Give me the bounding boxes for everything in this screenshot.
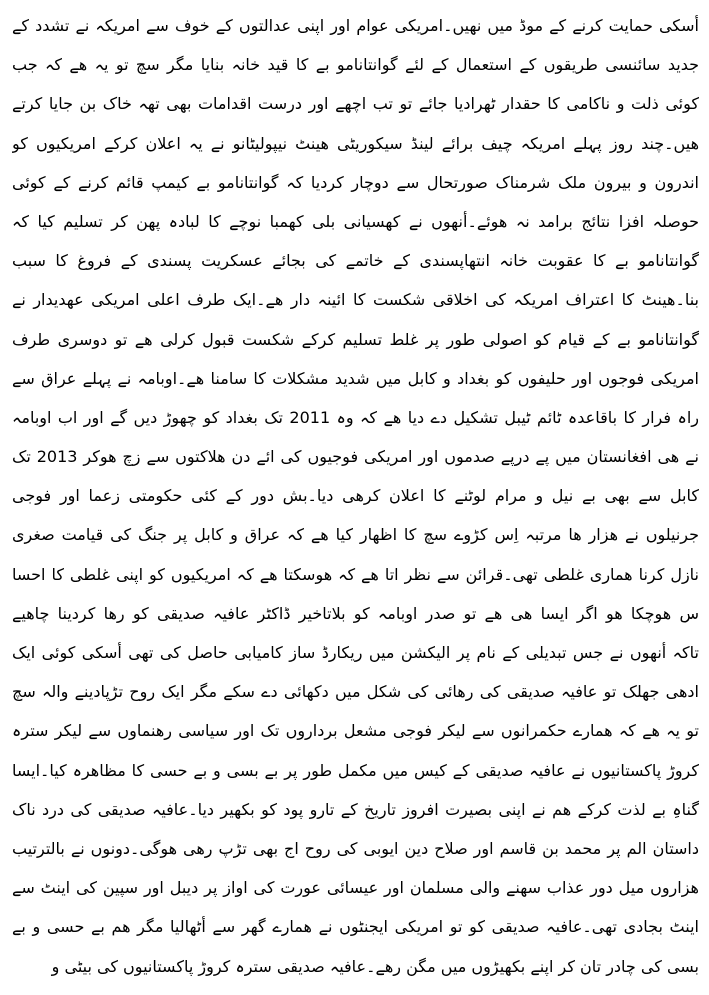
article-text: [12, 6, 699, 986]
text-line: س ھوچکا ھو اگر ایسا ھی ھے تو صدر اوبامہ کو بلاتاخیر ڈاکٹر عافیہ صدیقی کو رھا کردینا چاھیے: [12, 603, 699, 623]
text-line: کوئی ذلت و ناکامی کا حقدار ٹھرادیا جائے تو تب اچھے اور درست اقدامات بھی تھہ خاک بن جایا کرتے: [12, 94, 699, 114]
text-line: تو یہ ھے کہ ھمارے حکمرانوں سے لیکر فوجی مشعل برداروں تک اور سیاسی رھنماوں سے لیکر سترہ: [12, 721, 699, 741]
text-line: داستان الم پر محمد بن قاسم اور صلاح دین ایوبی کی روح اج بھی تڑپ رھی ھوگی۔دونوں نے بالترتیب: [12, 838, 699, 858]
text-line: أسکی حمایت کرنے کے موڈ میں نھیں۔امریکی عوام اور اپنی عدالتوں کے خوف سے امریکہ نے تشدد کے: [12, 16, 699, 35]
text-line: راہ فرار کا باقاعدہ ٹائم ٹیبل تشکیل دے دیا ھے کہ وہ 2011 تک بغداد کو چھوڑ دیں گے اور اب اوبامہ: [12, 407, 699, 427]
text-line: حوصلہ افزا نتائج برامد نہ ھوئے۔أنھوں نے کھسیانی بلی کھمبا نوچے کا لبادہ پھن کر تسلیم کیا کہ: [12, 211, 699, 231]
text-line: ھزاروں میل دور عذاب سھنے والی مسلمان اور عیسائی عورت کی اواز پر دیبل اور سپین کی اینٹ سے: [12, 878, 699, 898]
text-line: گناہِ بے لذت کرکے ھم نے اپنی بصیرت افروز تاریخ کے تارو پود کو بکھیر دیا۔عافیہ صدیقی کی درد ناک: [12, 799, 699, 819]
text-line: بنا۔ھینٹ کا اعتراف امریکہ کی اخلاقی شکست کا ائینہ دار ھے۔ایک طرف اعلی امریکی عھدیدار نے: [12, 290, 699, 310]
text-line: جرنیلوں نے ھزار ھا مرتبہ اِس کڑوے سچ کا اظھار کیا ھے کہ عراق و کابل پر جنگ کی قیامت صغری: [12, 525, 699, 545]
text-line: اینٹ بجادی تھی۔عافیہ صدیقی کو تو امریکی ایجنٹوں نے ھمارے گھر سے أٹھالیا مگر ھم بے حسی و بے: [12, 917, 699, 937]
text-line: گوانتانامو بے کا عقوبت خانہ انتھاپسندی کے خاتمے کی بجائے عسکریت پسندی کے فروغ کا سبب: [12, 251, 699, 271]
text-line: ھیں۔چند روز پہلے امریکہ چیف برائے لینڈ سیکوریٹی ھینٹ نیپولیٹانو نے یہ اعلان کرکے امریکیوں کو: [12, 133, 699, 153]
text-line: جدید سائنسی طریقوں کے استعمال کے لئے گوانتانامو بے کا قید خانہ بنایا مگر سچ تو یہ ھے کہ جب: [12, 55, 699, 75]
text-line: نے ھی افغانستان میں پے درپے صدموں اور امریکی فوجیوں کی ائے دن ھلاکتوں سے زچ ھوکر 2013 تک: [12, 447, 699, 467]
text-line: بسی کی چادر تان کر اپنے بکھیڑوں میں مگن رھے۔عافیہ صدیقی سترہ کروڑ پاکستانیوں کی بیٹی و: [51, 956, 699, 976]
text-line: ادھی جھلک تو عافیہ صدیقی کی رھائی کی شکل میں دکھائی دے سکے مگر ایک روح تڑپادینے والہ سچ: [12, 682, 699, 702]
text-line: گوانتانامو بے کے قیام کو اصولی طور پر غلط تسلیم کرکے شکست قبول کرلی ھے تو دوسری طرف: [12, 329, 699, 349]
text-line: اندرون و بیرون ملک شرمناک صورتحال سے دوچار کردیا کہ گوانتانامو بے کیمپ قائم کرنے کے کوئی: [12, 172, 699, 192]
text-line: کابل سے بھی بے نیل و مرام لوٹنے کا اعلان کرھی دیا۔بش دور کے کئی حکومتی زعما اور فوجی: [12, 486, 699, 506]
text-line: امریکی فوجوں اور حلیفوں کو بغداد و کابل میں شدید مشکلات کا سامنا ھے۔اوبامہ نے پہلے عراق سے: [12, 368, 699, 388]
text-line: کروڑ پاکستانیوں نے عافیہ صدیقی کے کیس میں مکمل طور پر بے بسی و بے حسی کا مظاھرہ کیا۔ایسا: [12, 760, 699, 780]
text-line: تاکہ أنھوں نے جس تبدیلی کے نام پر الیکشن میں ریکارڈ ساز کامیابی حاصل کی تھی أسکی کوئی ایک: [12, 643, 699, 662]
text-line: نازل کرنا ھماری غلطی تھی۔قرائن سے نظر اتا ھے کہ ھوسکتا ھے کہ امریکیوں کو اپنی غلطی کا احسا: [12, 564, 699, 584]
